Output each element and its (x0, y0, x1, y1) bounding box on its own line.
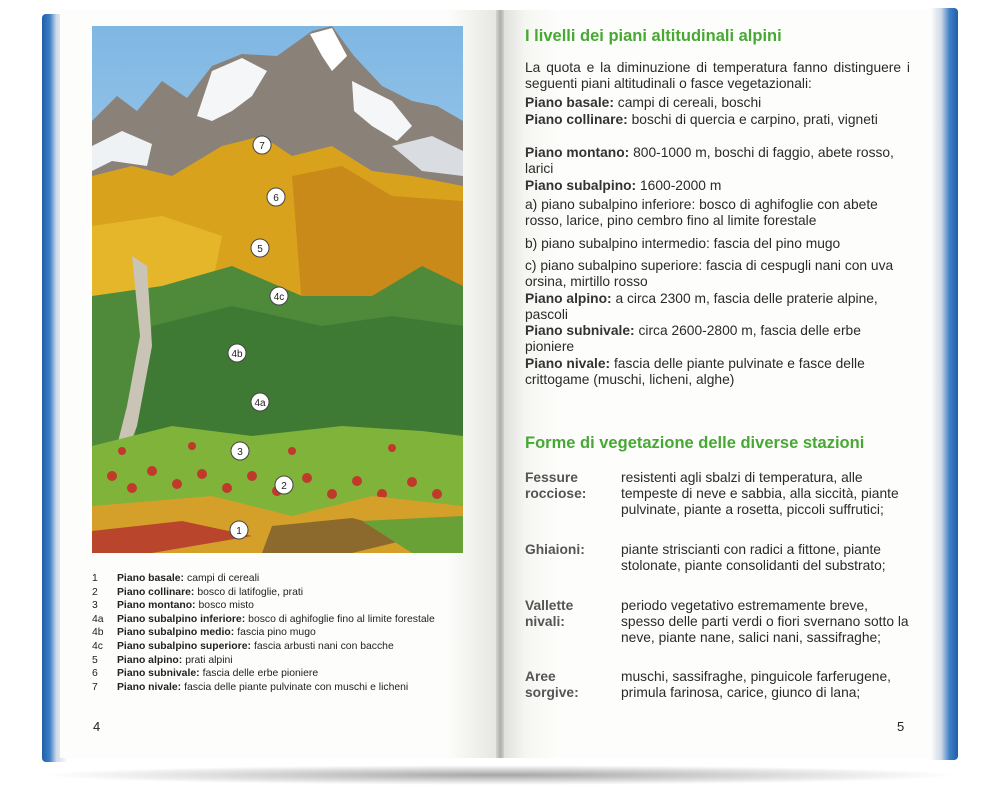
station-term-fessure: Fessure rocciose: (525, 470, 587, 501)
level-collinare: Piano collinare: boschi di quercia e carpino, prati, vigneti (525, 112, 878, 127)
marker-4b-label: 4b (231, 349, 243, 360)
page-number-left: 4 (93, 719, 101, 734)
sublevel-c: c) piano subalpino superiore: fascia di cespugli nani con uva orsina, mirtillo rosso (525, 258, 894, 289)
marker-7-label: 7 (259, 141, 265, 152)
station-term-vallette: Vallette nivali: (525, 598, 574, 629)
section-title-levels: I livelli dei piani altitudinali alpini (525, 27, 782, 45)
intro-paragraph: La quota e la diminuzione di temperatura fanno distinguere i seguenti piani altitudinali o fasce vegetazionali: (525, 60, 910, 91)
marker-4a-label: 4a (254, 398, 266, 409)
legend-row: 4a Piano subalpino inferiore: bosco di aghifoglie fino al limite forestale (92, 613, 435, 625)
legend-row: 2 Piano collinare: bosco di latifoglie, prati (92, 586, 304, 598)
level-subalpino: Piano subalpino: 1600-2000 m (525, 178, 722, 193)
level-nivale: Piano nivale: fascia delle piante pulvinate e fasce delle crittogame (muschi, licheni, alghe) (525, 356, 865, 387)
station-desc-fessure: resistenti agli sbalzi di temperatura, alle tempeste di neve e sabbia, alla siccità, piante pulvinate, piante a rosetta, piccoli suffrutici; (621, 470, 899, 517)
sublevel-b: b) piano subalpino intermedio: fascia del pino mugo (525, 236, 841, 251)
book-spine (496, 10, 504, 758)
station-desc-ghiaioni: piante striscianti con radici a fittone, piante stolonate, piante consolidanti del substrato; (621, 542, 886, 573)
legend-row: 4b Piano subalpino medio: fascia pino mugo (92, 627, 316, 639)
book-shadow (40, 765, 960, 785)
marker-5-label: 5 (257, 244, 263, 255)
legend-row: 5 Piano alpino: prati alpini (92, 654, 233, 666)
station-term-ghiaioni: Ghiaioni: (525, 542, 585, 557)
marker-6-label: 6 (273, 193, 279, 204)
book-edge-right (930, 8, 958, 760)
legend-row: 3 Piano montano: bosco misto (92, 600, 254, 612)
legend-row: 7 Piano nivale: fascia delle piante pulvinate con muschi e licheni (92, 681, 409, 693)
level-alpino: Piano alpino: a circa 2300 m, fascia delle praterie alpine, pascoli (525, 291, 878, 322)
level-basale: Piano basale: campi di cereali, boschi (525, 95, 762, 110)
legend-row: 1 Piano basale: campi di cereali (92, 573, 260, 584)
level-subnivale: Piano subnivale: circa 2600-2800 m, fascia delle erbe pioniere (525, 323, 861, 354)
legend-row: 4c Piano subalpino superiore: fascia arbusti nani con bacche (92, 640, 394, 652)
level-montano: Piano montano: 800-1000 m, boschi di faggio, abete rosso, larici (525, 145, 894, 176)
marker-3-label: 3 (237, 447, 243, 458)
station-desc-vallette: periodo vegetativo estremamente breve, spesso delle parti verdi o fiori svernano sotto la neve, piante nane, salici nani, sassifraghe; (621, 598, 909, 645)
marker-4c-label: 4c (273, 292, 285, 303)
station-desc-aree: muschi, sassifraghe, pinguicole farferugene, primula farinosa, carice, giunco di lana; (621, 669, 891, 700)
legend-row: 6 Piano subnivale: fascia delle erbe pioniere (92, 668, 319, 680)
section-title-stations: Forme di vegetazione delle diverse stazioni (525, 434, 865, 452)
marker-1-label: 1 (236, 526, 242, 537)
page-number-right: 5 (897, 719, 905, 734)
mountain-illustration (92, 26, 463, 553)
station-term-aree: Aree sorgive: (525, 669, 579, 700)
illustration-legend (92, 572, 472, 694)
marker-2-label: 2 (281, 481, 287, 492)
sublevel-a: a) piano subalpino inferiore: bosco di aghifoglie con abete rosso, larice, pino cembro fino al limite forestale (525, 197, 878, 228)
